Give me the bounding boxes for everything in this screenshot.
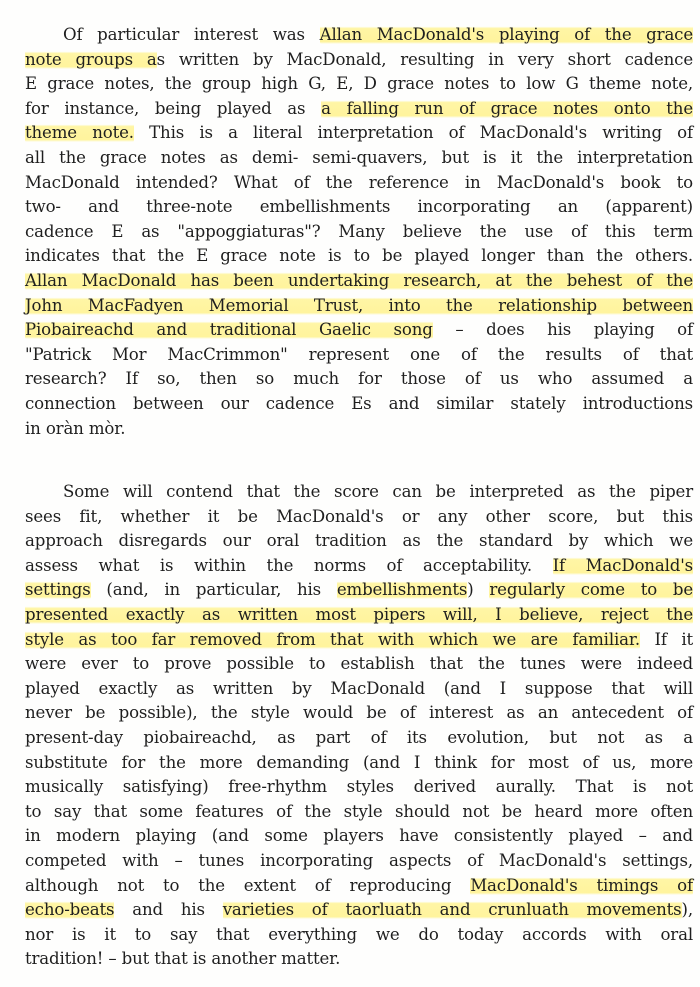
text-segment: all the grace notes as demi- semi-quavers, but is it the interpretation xyxy=(25,148,693,167)
highlighted-text: echo-beats xyxy=(25,900,115,920)
text-line xyxy=(25,243,693,268)
text-segment: "Patrick Mor MacCrimmon" represent one of the results of that xyxy=(25,344,693,364)
text-line xyxy=(25,602,693,627)
text-segment: research? If so, then so much for those of us who assumed a xyxy=(25,369,693,389)
text-line xyxy=(25,553,693,578)
highlighted-text: theme note. xyxy=(25,123,134,143)
text-segment: and his xyxy=(114,900,223,920)
highlighted-text: Allan MacDonald has been undertaking research, at the behest of the xyxy=(25,271,693,290)
text-line xyxy=(25,170,693,195)
text-segment: competed with – tunes incorporating aspects of MacDonald's settings, xyxy=(25,851,693,870)
text-line xyxy=(25,627,693,652)
text-line xyxy=(25,145,693,170)
text-segment: indicates that the E grace note is to be played longer than the others. xyxy=(25,246,693,266)
text-line xyxy=(25,219,693,244)
text-segment: cadence E as "appoggiaturas"? Many believe the use of this term xyxy=(25,221,693,241)
text-line xyxy=(63,22,693,47)
text-line xyxy=(25,774,693,799)
highlighted-text: MacDonald's timings of xyxy=(470,875,693,895)
text-line xyxy=(25,416,693,441)
text-segment: connection between our cadence Es and similar stately introductions xyxy=(25,394,693,413)
text-segment: for instance, being played as xyxy=(25,98,322,118)
text-segment: although not to the extent of reproducing xyxy=(25,875,471,895)
highlighted-text: varieties of taorluath and crunluath movements xyxy=(222,900,682,920)
text-segment: tradition! – but that is another matter. xyxy=(25,949,341,969)
text-segment: If it xyxy=(639,629,694,649)
text-segment: never be possible), the style would be of interest as an antecedent of xyxy=(25,703,693,723)
highlighted-text: regularly come to be xyxy=(489,580,694,600)
text-line xyxy=(25,946,693,971)
text-segment: s written by MacDonald, resulting in very short cadence xyxy=(156,49,693,69)
text-line xyxy=(25,47,693,72)
text-segment: E grace notes, the group high G, E, D grace notes to low G theme note, xyxy=(25,74,693,94)
text-line xyxy=(25,676,693,701)
text-segment: nor is it to say that everything we do today accords with oral xyxy=(25,924,693,944)
text-line xyxy=(25,799,693,824)
highlighted-text: style as too far removed from that with which we are familiar. xyxy=(25,629,640,649)
text-segment: This is a literal interpretation of MacDonald's writing of xyxy=(133,123,693,143)
text-line xyxy=(25,750,693,775)
text-line xyxy=(25,897,693,922)
text-segment: Of particular interest was xyxy=(63,25,320,44)
highlighted-text: If MacDonald's xyxy=(552,555,693,575)
text-line xyxy=(25,317,693,342)
text-segment: played exactly as written by MacDonald (and I suppose that will xyxy=(25,678,693,698)
text-segment: (and, in particular, his xyxy=(90,580,337,600)
highlighted-text: John MacFadyen Memorial Trust, into the relationship between xyxy=(25,295,693,315)
text-line xyxy=(25,293,693,318)
text-line xyxy=(25,848,693,873)
text-line xyxy=(25,873,693,898)
text-segment: Some will contend that the score can be interpreted as the piper xyxy=(63,482,693,501)
text-line xyxy=(25,71,693,96)
text-line xyxy=(25,504,693,529)
text-line xyxy=(25,823,693,848)
text-segment: in oràn mòr. xyxy=(25,418,126,438)
text-segment: were ever to prove possible to establish that the tunes were indeed xyxy=(25,654,693,674)
text-segment: substitute for the more demanding (and I think for most of us, more xyxy=(25,752,693,772)
text-line xyxy=(63,479,693,504)
text-line xyxy=(25,528,693,553)
text-line xyxy=(25,366,693,391)
highlighted-text: presented exactly as written most pipers will, I believe, reject the xyxy=(25,605,693,624)
text-segment: – does his playing of xyxy=(432,320,693,340)
text-line xyxy=(25,120,693,145)
text-line xyxy=(25,922,693,947)
highlighted-text: note groups a xyxy=(25,49,157,69)
text-segment: ) xyxy=(467,580,490,600)
text-line xyxy=(25,700,693,725)
text-line xyxy=(25,194,693,219)
text-segment: present-day piobaireachd, as part of its evolution, but not as a xyxy=(25,728,693,747)
text-segment: assess what is within the norms of acceptability. xyxy=(25,555,553,575)
highlighted-text: a falling run of grace notes onto the xyxy=(321,98,693,118)
highlighted-text: Piobaireachd and traditional Gaelic song xyxy=(25,320,433,340)
highlighted-text: embellishments xyxy=(336,580,468,600)
text-segment: to say that some features of the style should not be heard more often xyxy=(25,801,693,821)
text-segment: in modern playing (and some players have consistently played – and xyxy=(25,826,693,846)
text-line xyxy=(25,391,693,416)
highlighted-text: settings xyxy=(25,580,91,600)
text-segment: two- and three-note embellishments incorporating an (apparent) xyxy=(25,197,693,217)
text-line xyxy=(25,342,693,367)
text-segment: sees fit, whether it be MacDonald's or any other score, but this xyxy=(25,506,693,526)
text-segment: ), xyxy=(681,900,693,920)
highlighted-text: Allan MacDonald's playing of the grace xyxy=(319,25,693,44)
text-line xyxy=(25,96,693,121)
text-segment: musically satisfying) free-rhythm styles derived aurally. That is not xyxy=(25,777,693,797)
text-line xyxy=(25,268,693,293)
text-line xyxy=(25,577,693,602)
text-line xyxy=(25,651,693,676)
text-segment: MacDonald intended? What of the reference in MacDonald's book to xyxy=(25,172,693,192)
text-line xyxy=(25,725,693,750)
text-segment: approach disregards our oral tradition as the standard by which we xyxy=(25,531,693,551)
